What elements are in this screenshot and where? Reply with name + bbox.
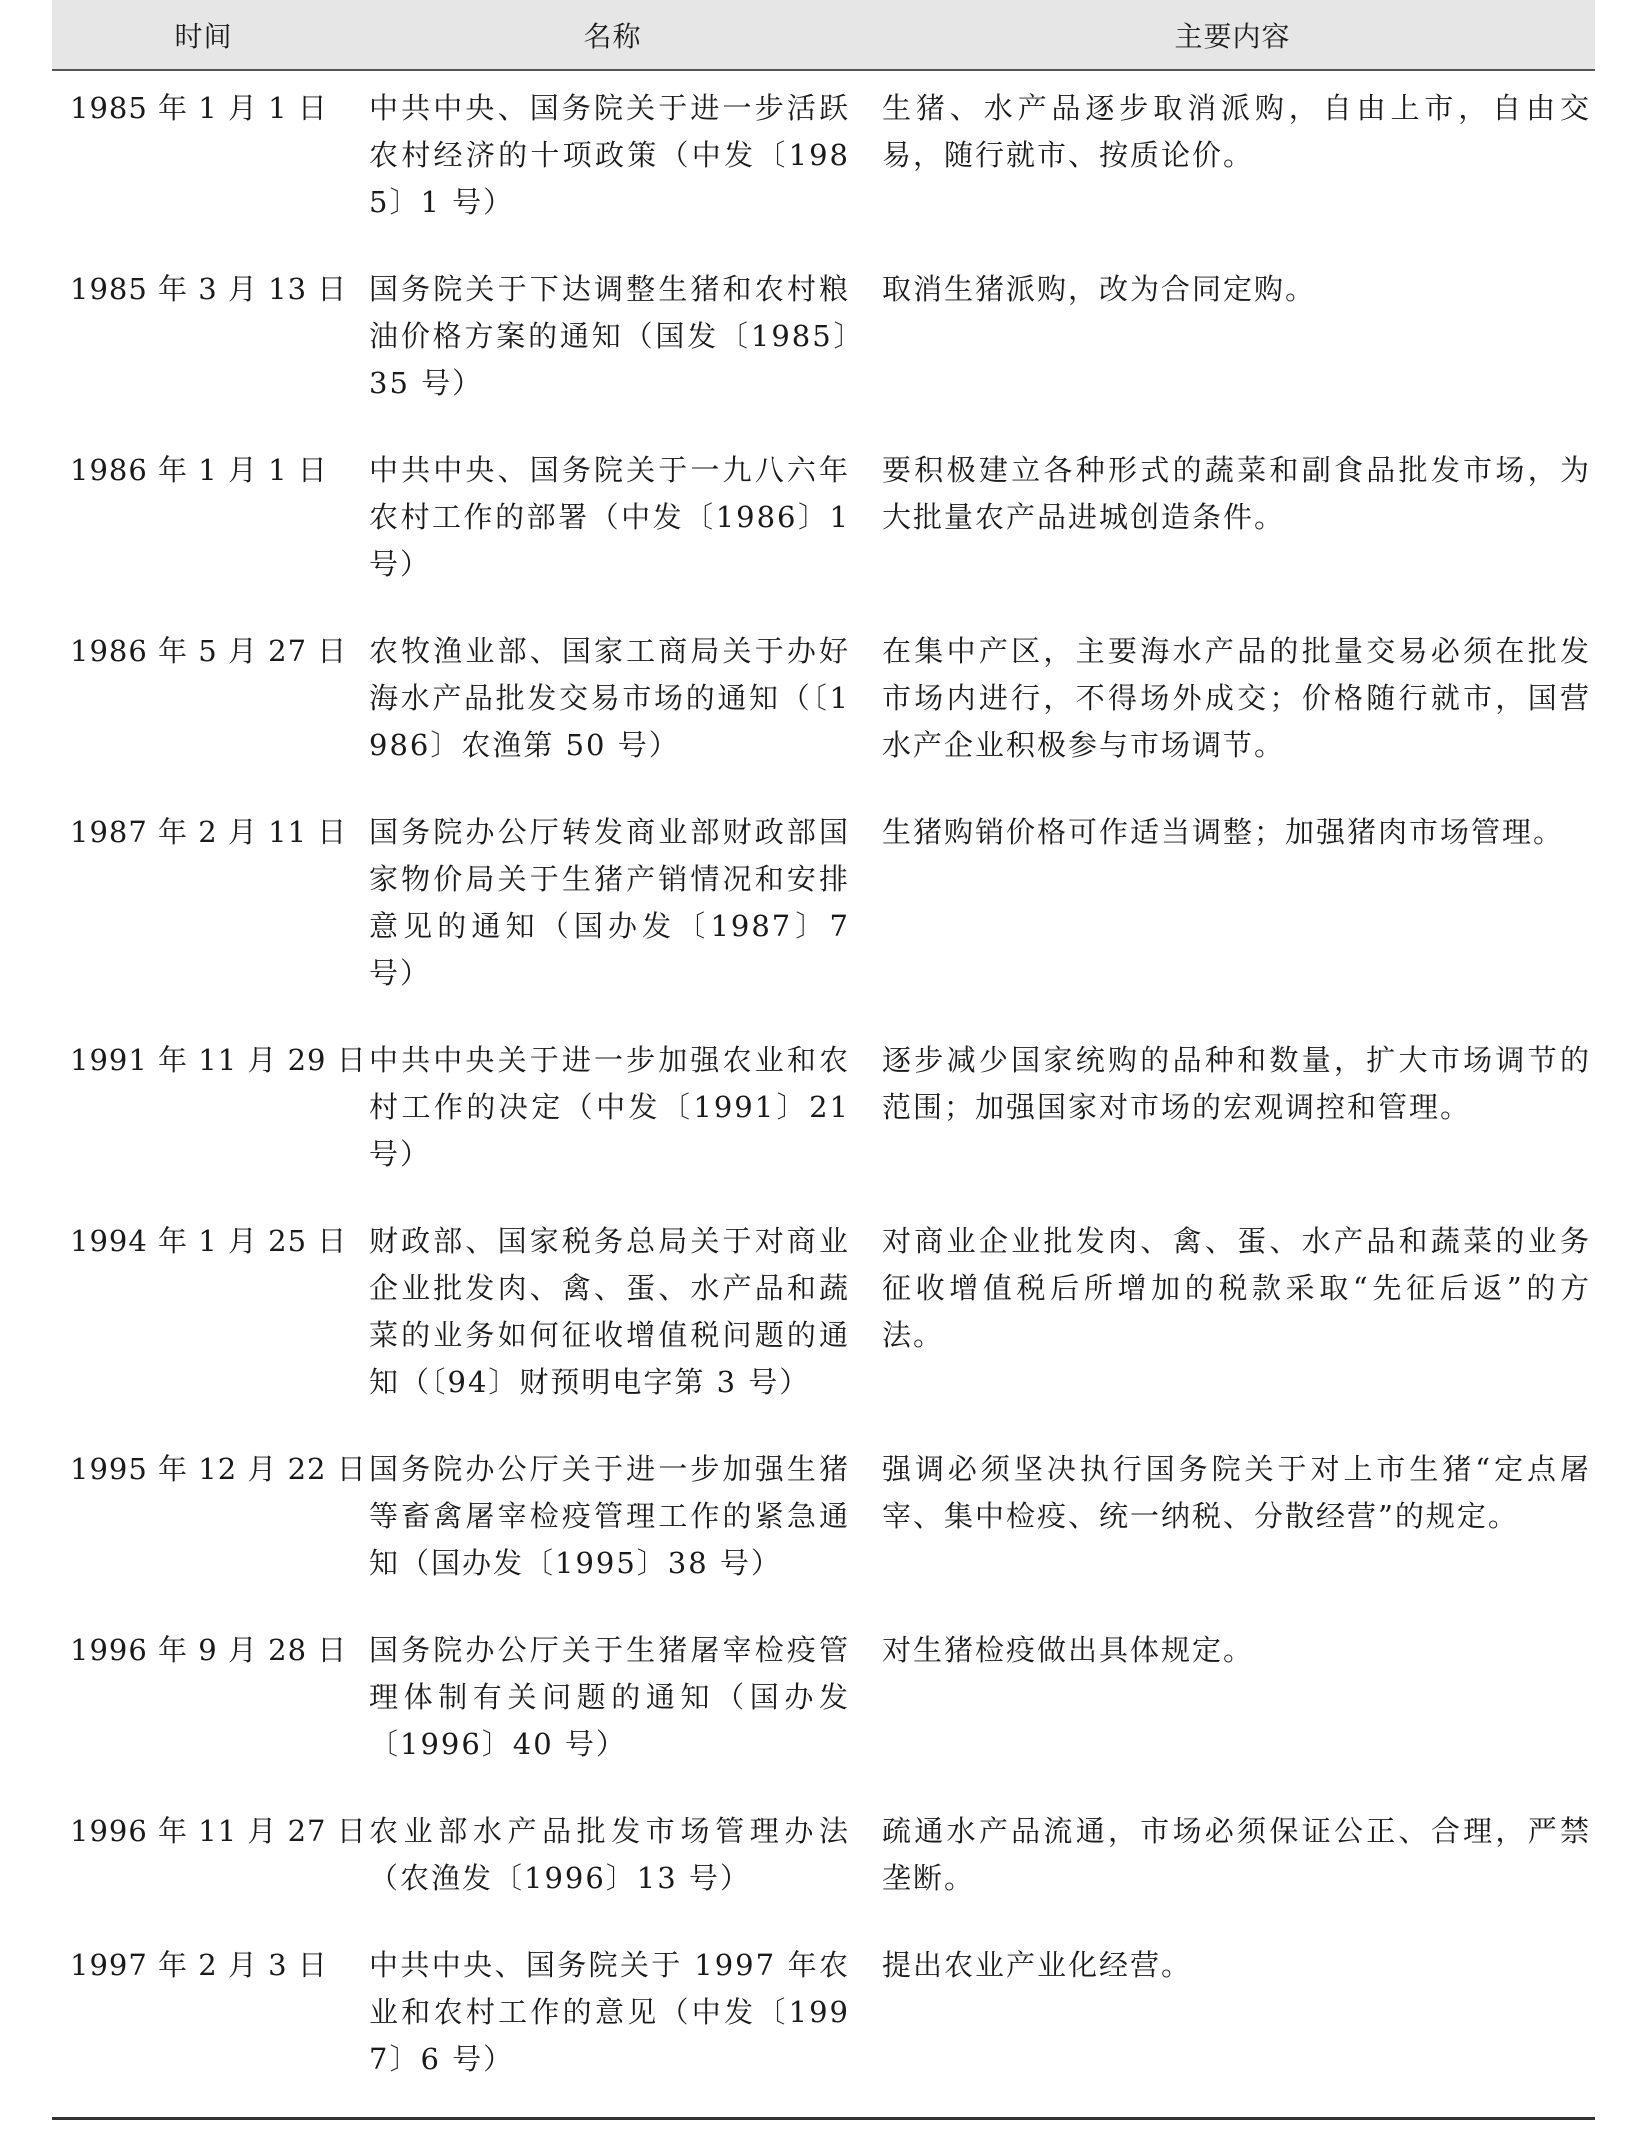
cell-name: 国务院办公厅转发商业部财政部国家物价局关于生猪产销情况和安排意见的通知（国办发〔1987〕7 号） [369,815,850,990]
cell-name: 农牧渔业部、国家工商局关于办好海水产品批发交易市场的通知（〔1986〕农渔第 50 号） [369,634,850,762]
cell-content: 在集中产区，主要海水产品的批量交易必须在批发市场内进行，不得场外成交；价格随行就市，国营水产企业积极参与市场调节。 [882,634,1591,762]
table-bottom-rule [52,2117,1595,2120]
table-row [52,252,1595,433]
cell-content: 疏通水产品流通，市场必须保证公正、合理，严禁垄断。 [882,1814,1591,1895]
header-content: 主要内容 [870,0,1595,70]
table-row [52,1928,1595,2109]
header-time: 时间 [52,0,355,70]
cell-name: 中共中央、国务院关于进一步活跃农村经济的十项政策（中发〔1985〕1 号） [369,91,850,219]
table-row [52,1432,1595,1613]
cell-content: 取消生猪派购，改为合同定购。 [882,272,1317,306]
table-row [52,1204,1595,1432]
cell-time: 1991 年 11 月 29 日 [70,1043,367,1077]
cell-time: 1996 年 9 月 28 日 [70,1633,348,1667]
cell-time: 1985 年 1 月 1 日 [70,91,328,125]
table-row [52,70,1595,252]
cell-name: 农业部水产品批发市场管理办法（农渔发〔1996〕13 号） [369,1814,850,1895]
table-header [52,0,1595,70]
cell-content: 对生猪检疫做出具体规定。 [882,1633,1255,1667]
cell-name: 财政部、国家税务总局关于对商业企业批发肉、禽、蛋、水产品和蔬菜的业务如何征收增值税问题的通知（〔94〕财预明电字第 3 号） [369,1224,850,1399]
cell-name: 国务院办公厅关于生猪屠宰检疫管理体制有关问题的通知（国办发〔1996〕40 号） [369,1633,850,1761]
cell-name: 国务院关于下达调整生猪和农村粮油价格方案的通知（国发〔1985〕35 号） [369,272,850,400]
table-row [52,795,1595,1023]
cell-time: 1996 年 11 月 27 日 [70,1814,367,1848]
cell-time: 1995 年 12 月 22 日 [70,1452,367,1486]
cell-time: 1997 年 2 月 3 日 [70,1948,328,1982]
policy-table-container [52,0,1595,2120]
cell-content: 逐步减少国家统购的品种和数量，扩大市场调节的范围；加强国家对市场的宏观调控和管理。 [882,1043,1591,1124]
cell-time: 1994 年 1 月 25 日 [70,1224,348,1258]
table-row [52,433,1595,614]
table-row [52,1613,1595,1794]
cell-content: 对商业企业批发肉、禽、蛋、水产品和蔬菜的业务征收增值税后所增加的税款采取“先征后返”的方法。 [882,1224,1591,1352]
header-name: 名称 [355,0,870,70]
cell-content: 生猪购销价格可作适当调整；加强猪肉市场管理。 [882,815,1565,849]
table-body [52,70,1595,2109]
cell-content: 提出农业产业化经营。 [882,1948,1193,1982]
table-row [52,614,1595,795]
cell-name: 中共中央关于进一步加强农业和农村工作的决定（中发〔1991〕21 号） [369,1043,850,1171]
cell-time: 1985 年 3 月 13 日 [70,272,348,306]
cell-content: 生猪、水产品逐步取消派购，自由上市，自由交易，随行就市、按质论价。 [882,91,1591,172]
table-row [52,1023,1595,1204]
cell-content: 要积极建立各种形式的蔬菜和副食品批发市场，为大批量农产品进城创造条件。 [882,453,1591,534]
table-row [52,1794,1595,1928]
cell-content: 强调必须坚决执行国务院关于对上市生猪“定点屠宰、集中检疫、统一纳税、分散经营”的规定。 [882,1452,1591,1533]
cell-name: 中共中央、国务院关于一九八六年农村工作的部署（中发〔1986〕1 号） [369,453,850,581]
cell-time: 1986 年 5 月 27 日 [70,634,348,668]
cell-name: 中共中央、国务院关于 1997 年农业和农村工作的意见（中发〔1997〕6 号） [369,1948,850,2076]
policy-table [52,0,1595,2109]
cell-time: 1987 年 2 月 11 日 [70,815,348,849]
header-row [52,0,1595,70]
cell-time: 1986 年 1 月 1 日 [70,453,328,487]
cell-name: 国务院办公厅关于进一步加强生猪等畜禽屠宰检疫管理工作的紧急通知（国办发〔1995〕38 号） [369,1452,850,1580]
